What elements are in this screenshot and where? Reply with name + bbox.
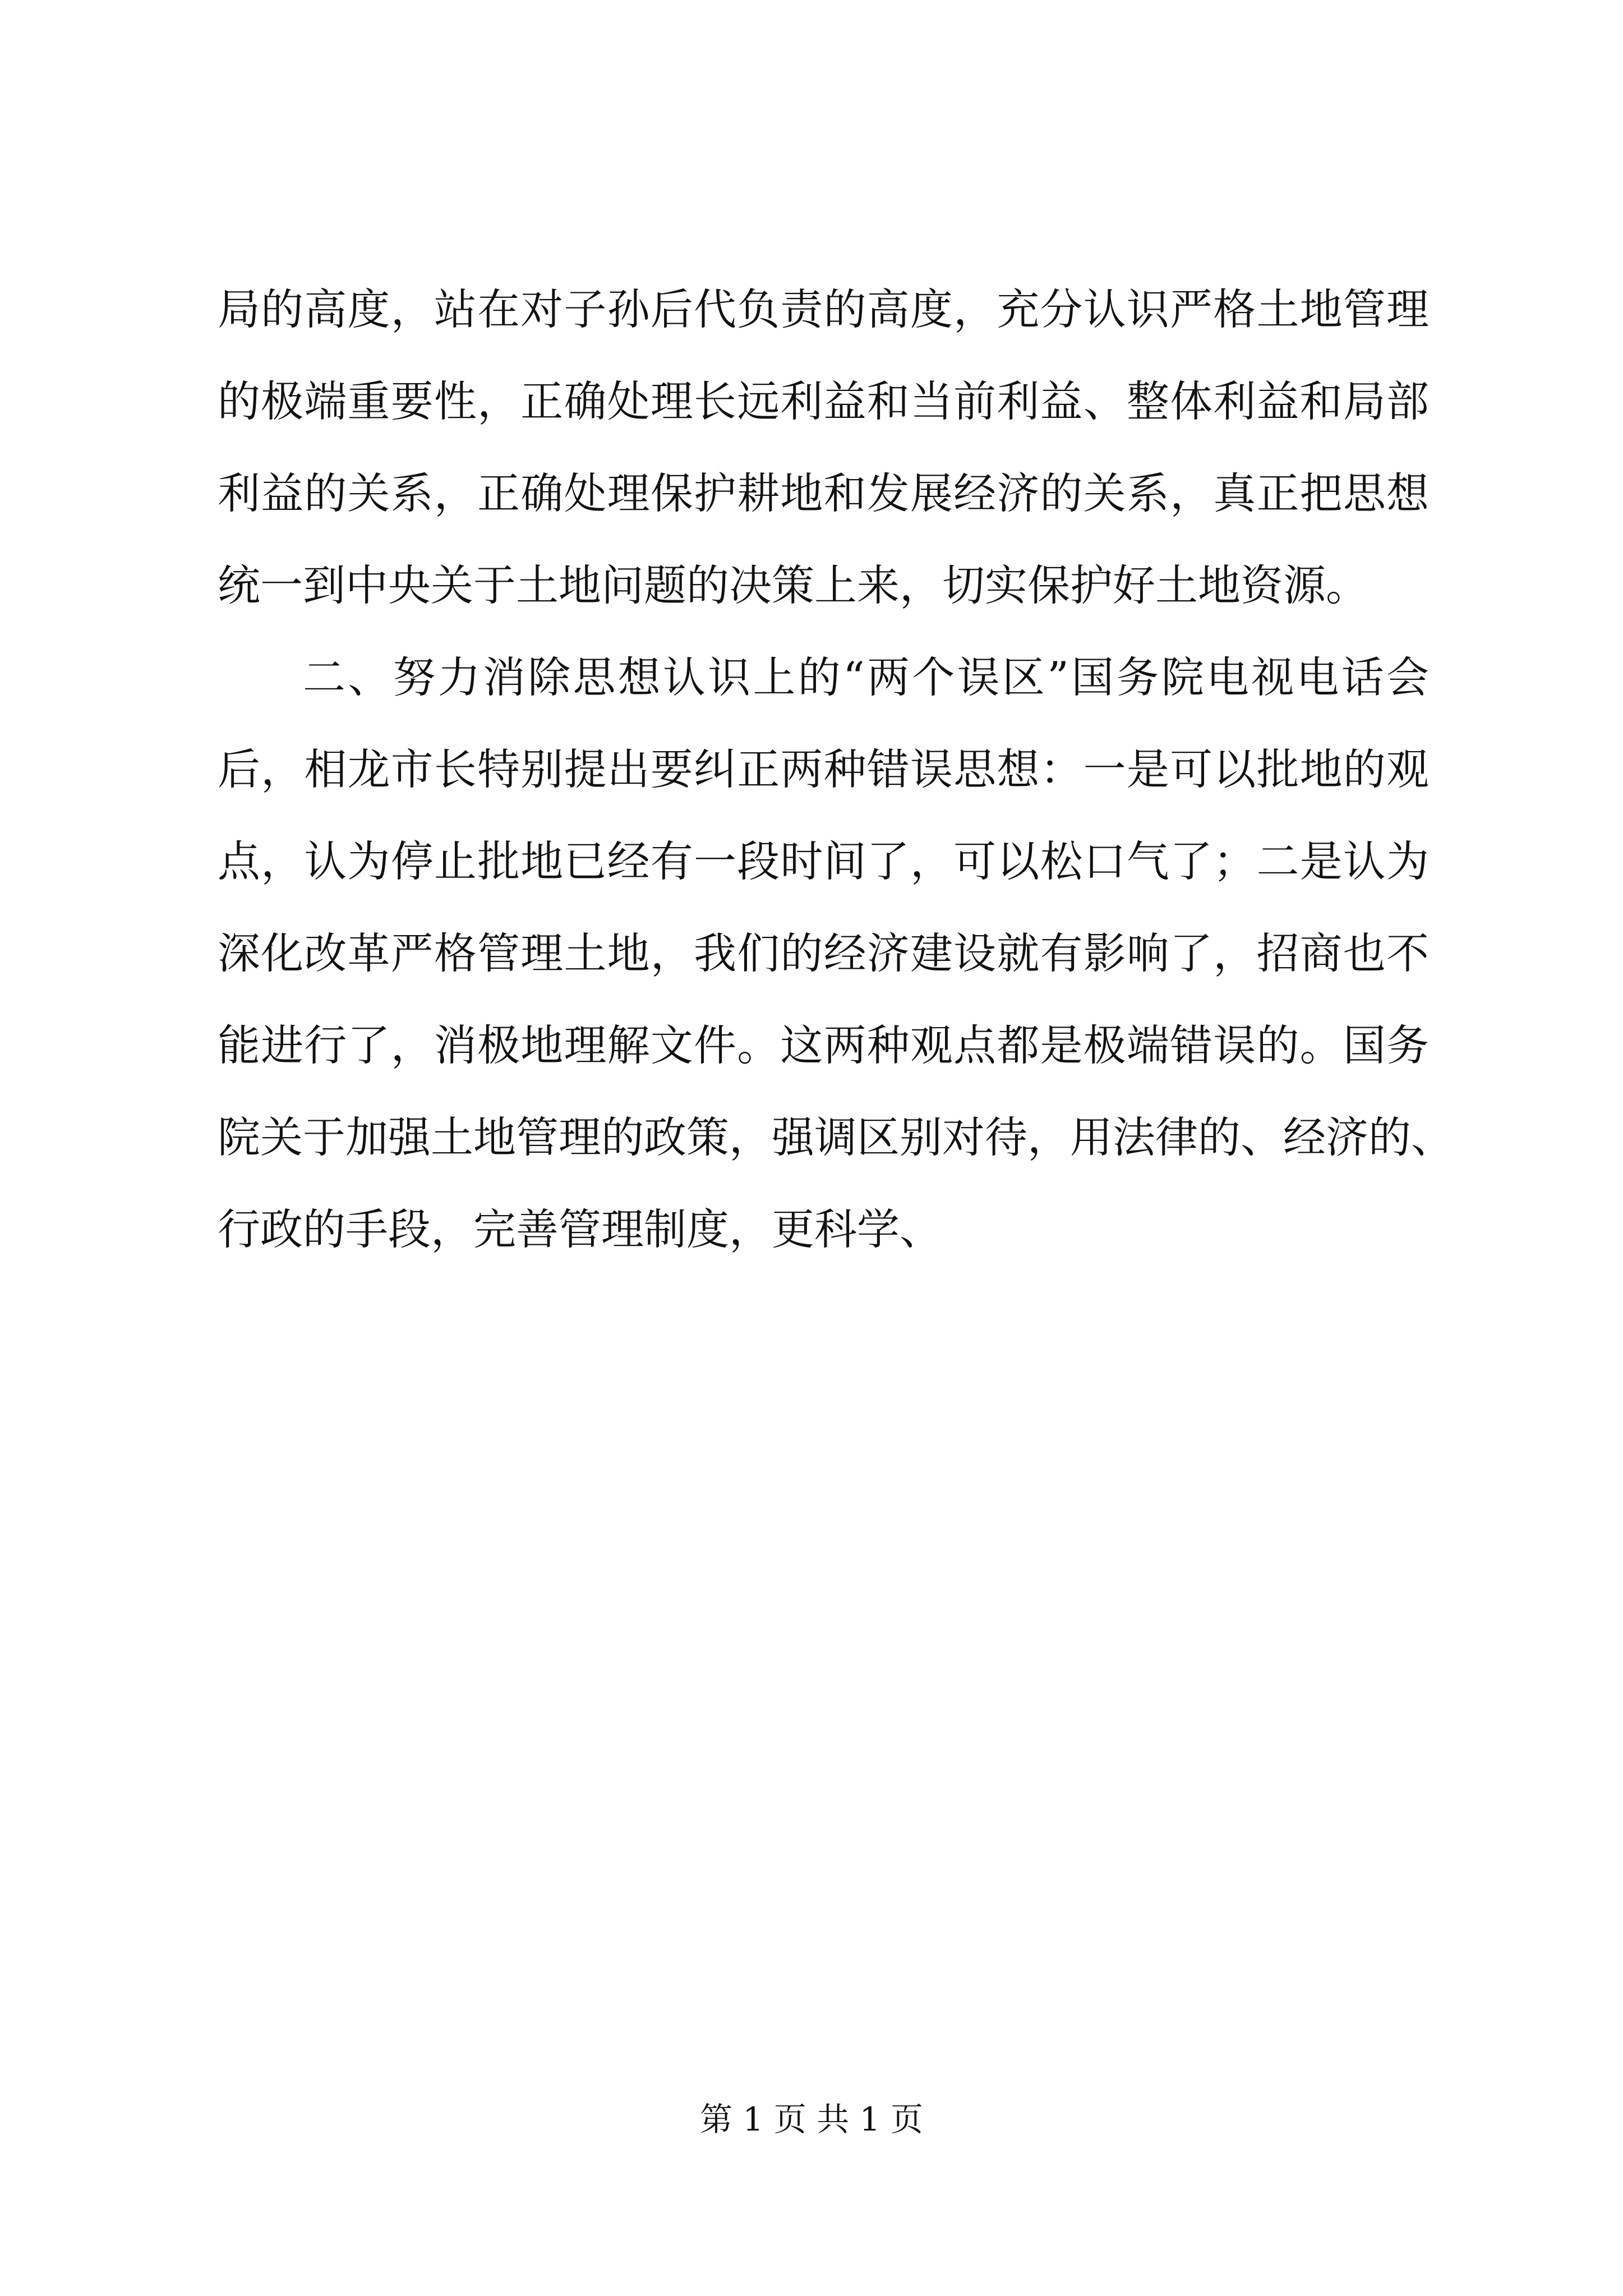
document-body [218,264,1454,1276]
paragraph-2 [218,632,1454,1276]
text-line: 能进行了，消极地理解文件。这两种观点都是极端错误的。国务 [218,1020,1429,1070]
text-line: 统一到中央关于土地问题的决策上来，切实保护好土地资源。 [218,560,1368,610]
text-line: 院关于加强土地管理的政策，强调区别对待，用法律的、经济的、 [218,1112,1454,1162]
text-line: 深化改革严格管理土地，我们的经济建设就有影响了，招商也不 [218,928,1429,978]
text-line: 点，认为停止批地已经有一段时间了，可以松口气了；二是认为 [218,836,1429,886]
text-line: 后，相龙市长特别提出要纠正两种错误思想：一是可以批地的观 [218,744,1429,794]
paragraph-1 [218,264,1429,632]
text-line: 二、努力消除思想认识上的“两个误区”国务院电视电话会 [303,652,1429,702]
page-number-footer: 第 1 页 共 1 页 [700,2100,923,2138]
text-line: 利益的关系，正确处理保护耕地和发展经济的关系，真正把思想 [218,468,1429,518]
text-line: 行政的手段，完善管理制度，更科学、 [218,1204,942,1254]
text-line: 局的高度，站在对子孙后代负责的高度，充分认识严格土地管理 [218,284,1429,334]
text-line: 的极端重要性，正确处理长远利益和当前利益、整体利益和局部 [218,376,1429,426]
